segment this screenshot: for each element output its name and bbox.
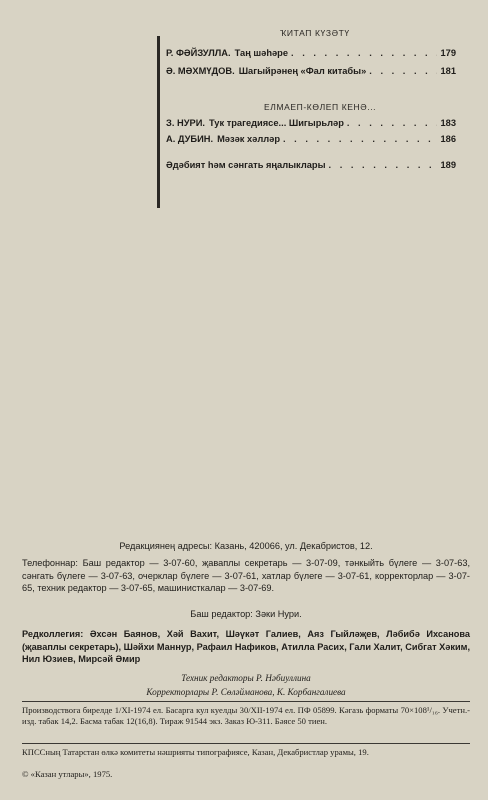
- editorial-address: Редакциянең адресы: Казань, 420066, ул. Декабристов, 12.: [119, 541, 373, 551]
- toc-page: 183: [440, 118, 456, 128]
- toc-title: Шагыйрәнең «Фал китабы»: [238, 66, 367, 76]
- toc-page: 179: [440, 48, 456, 58]
- divider: [22, 701, 470, 702]
- toc-section-heading: ҠИТАП КҮЗӘТҮ: [280, 28, 350, 38]
- toc-author: А. ДУБИН.: [166, 134, 214, 144]
- toc-leader: [283, 134, 437, 144]
- toc-leader: [369, 66, 437, 76]
- toc-vertical-rule: [157, 36, 160, 208]
- correctors: Корректорлары Р. Сөләйманова, К. Корбангалиева: [146, 687, 346, 697]
- tech-editor: Техник редакторы Р. Нәбиуллина: [181, 673, 311, 683]
- toc-page: 189: [440, 160, 456, 170]
- toc-section-heading: ЕЛМАЕП-КӨЛЕП КЕНӘ...: [264, 102, 377, 112]
- toc-page: 186: [440, 134, 456, 144]
- copyright: © «Казан утлары», 1975.: [22, 769, 113, 779]
- toc-author: Ә. МӘХМҮДОВ.: [166, 66, 235, 76]
- toc-entry: [166, 118, 456, 128]
- toc-leader: [329, 160, 438, 170]
- toc-author: Р. ФӘЙЗУЛЛА.: [166, 48, 231, 58]
- toc-entry: [166, 160, 456, 170]
- toc-page: 181: [440, 66, 456, 76]
- toc-author: З. НУРИ.: [166, 118, 205, 128]
- toc-leader: [347, 118, 438, 128]
- toc-title: Таң шәһәре: [234, 48, 289, 58]
- toc-leader: [291, 48, 437, 58]
- divider: [22, 743, 470, 744]
- toc-entry: [166, 48, 456, 58]
- chief-editor: Баш редактор: Зәки Нури.: [190, 609, 302, 619]
- toc-title: Мәзәк хәлләр: [217, 134, 281, 144]
- toc-entry: [166, 66, 456, 76]
- production-details: Производствога бирелде 1/XI-1974 ел. Басарга кул куелды 30/XII-1974 ел. ПФ 05899. Кәгазь форматы 70×108¹/₁₆. Учетн.-изд. табак 14,2. Басма табак 12(16,8). Тираж 91544 экз. Заказ Ю-311. Бәясе 50 тиен.: [22, 705, 470, 726]
- editorial-board: Редколлегия: Әхсән Баянов, Хәй Вахит, Шәүкәт Галиев, Аяз Гыйләҗев, Ләбибә Ихсанова (җаваплы секретарь), Шәйхи Маннур, Рафаил Нафиков, Атилла Расих, Гали Халит, Сибгат Хәким, Нил Юзиев, Мирсәй Әмир: [22, 629, 470, 665]
- printer-info: КПССның Татарстан өлкә комитеты нәшрияты типографиясе, Казан, Декабристлар урамы, 19.: [22, 747, 369, 757]
- toc-title: Әдәбият һәм сәнгать яңалыклары: [166, 160, 326, 170]
- toc-title: Тук трагедиясе... Шигырьләр: [208, 118, 344, 128]
- phone-list: Телефоннар: Баш редактор — 3-07-60, җаваплы секретарь — 3-07-09, тәнкыйть бүлеге — 3-07-63, сәнгать бүлеге — 3-07-63, очерклар бүлеге — 3-07-61, хатлар бүлеге — 3-07-61, корректорлар — 3-07-65, техник редактор — 3-07-65, машинисткалар — 3-07-69.: [22, 558, 470, 594]
- toc-entry: [166, 134, 456, 144]
